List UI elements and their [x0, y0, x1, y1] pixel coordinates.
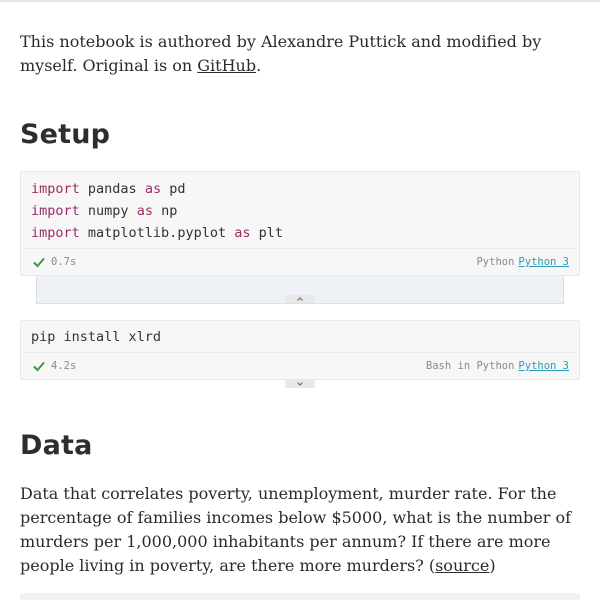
language-label: Python [476, 256, 515, 268]
code-editor[interactable] [21, 172, 579, 244]
cell-status-bar [21, 352, 579, 379]
code-line [31, 178, 569, 200]
kernel-link[interactable]: Python 3 [518, 360, 569, 372]
github-link[interactable]: GitHub [197, 56, 257, 75]
chevron-down-icon [296, 380, 304, 388]
cell-language [476, 256, 569, 268]
check-icon [32, 255, 46, 269]
module-name: numpy [79, 203, 137, 219]
collapse-output-toggle[interactable] [285, 295, 315, 303]
code-editor[interactable]: pip install xlrd [31, 329, 162, 345]
code-line [31, 200, 569, 222]
keyword: import [31, 181, 80, 197]
data-text: Data that correlates poverty, unemployment, murder rate. For the percentage of families incomes below $5000, what is the number of murders per 1,000,000 inhabitants per annum? If there are more people living in poverty, are there more murders? ( [20, 484, 572, 575]
keyword: as [144, 181, 162, 197]
chevron-up-icon [296, 295, 304, 303]
code-line [31, 222, 569, 244]
execution-time: 0.7s [51, 256, 77, 268]
top-divider [0, 0, 600, 2]
cell-language [426, 360, 569, 372]
kernel-link[interactable]: Python 3 [518, 256, 569, 268]
source-link[interactable]: source [435, 556, 490, 575]
keyword: import [31, 203, 80, 219]
data-text-end: ) [489, 556, 496, 575]
next-code-cell[interactable] [20, 593, 580, 600]
module-name: matplotlib.pyplot [79, 225, 235, 241]
data-paragraph [20, 482, 580, 578]
module-name: pandas [79, 181, 145, 197]
alias-name: plt [250, 225, 283, 241]
code-cell-pip[interactable] [20, 320, 580, 380]
keyword: import [31, 225, 80, 241]
expand-output-toggle[interactable] [285, 380, 315, 388]
cell-status-bar [21, 248, 579, 275]
alias-name: np [152, 203, 178, 219]
keyword: as [136, 203, 153, 219]
keyword: as [234, 225, 251, 241]
intro-paragraph [20, 30, 580, 78]
language-label: Bash in Python [425, 360, 515, 372]
data-heading: Data [20, 430, 93, 461]
alias-name: pd [161, 181, 186, 197]
intro-text: This notebook is authored by Alexandre Puttick and modified by myself. Original is on [20, 32, 542, 75]
check-icon [32, 359, 46, 373]
setup-heading: Setup [20, 119, 111, 150]
intro-text-end: . [256, 56, 262, 75]
execution-time: 4.2s [51, 360, 77, 372]
code-cell-imports[interactable] [20, 171, 580, 276]
